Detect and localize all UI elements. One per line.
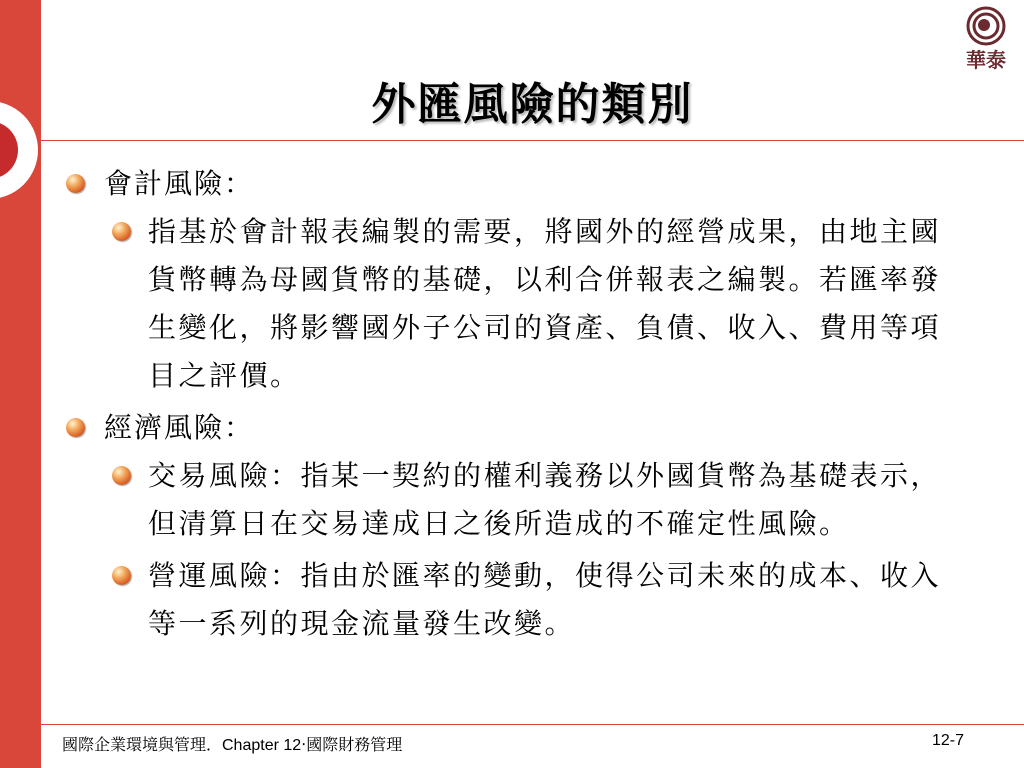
bullet-item — [62, 160, 962, 208]
bullet-text: 經濟風險： — [104, 411, 255, 444]
sub-bullet-item — [62, 552, 962, 648]
bullet-item — [62, 404, 962, 452]
bullet-icon — [112, 566, 131, 585]
slide-title: 外匯風險的類別 — [371, 79, 694, 130]
bullet-icon — [112, 222, 131, 241]
bullet-icon — [66, 418, 85, 437]
footer-divider — [41, 724, 1024, 725]
logo-rings-icon — [966, 6, 1006, 46]
footer-page-number: 12-7 — [931, 732, 964, 749]
sub-bullet-text: 營運風險：指由於匯率的變動，使得公司未來的成本、收入等一系列的現金流量發生改變。 — [148, 559, 942, 640]
sub-bullet-item — [62, 208, 962, 400]
sub-bullet-text: 交易風險：指某一契約的權利義務以外國貨幣為基礎表示，但清算日在交易達成日之後所造成的不確定性風險。 — [148, 459, 942, 540]
footer-course-title: 國際企業環境與管理．Chapter 12‧國際財務管理 — [62, 737, 403, 754]
bullet-icon — [112, 466, 131, 485]
slide-content — [62, 160, 962, 652]
bullet-text: 會計風險： — [104, 167, 255, 200]
company-logo — [960, 6, 1012, 73]
sub-bullet-item — [62, 452, 962, 548]
logo-text: 華泰 — [966, 48, 1006, 72]
bullet-icon — [66, 174, 85, 193]
title-divider — [41, 140, 1024, 141]
sub-bullet-text: 指基於會計報表編製的需要，將國外的經營成果，由地主國貨幣轉為母國貨幣的基礎，以利合併報表之編製。若匯率發生變化，將影響國外子公司的資產、負債、收入、費用等項目之評價。 — [148, 215, 942, 392]
